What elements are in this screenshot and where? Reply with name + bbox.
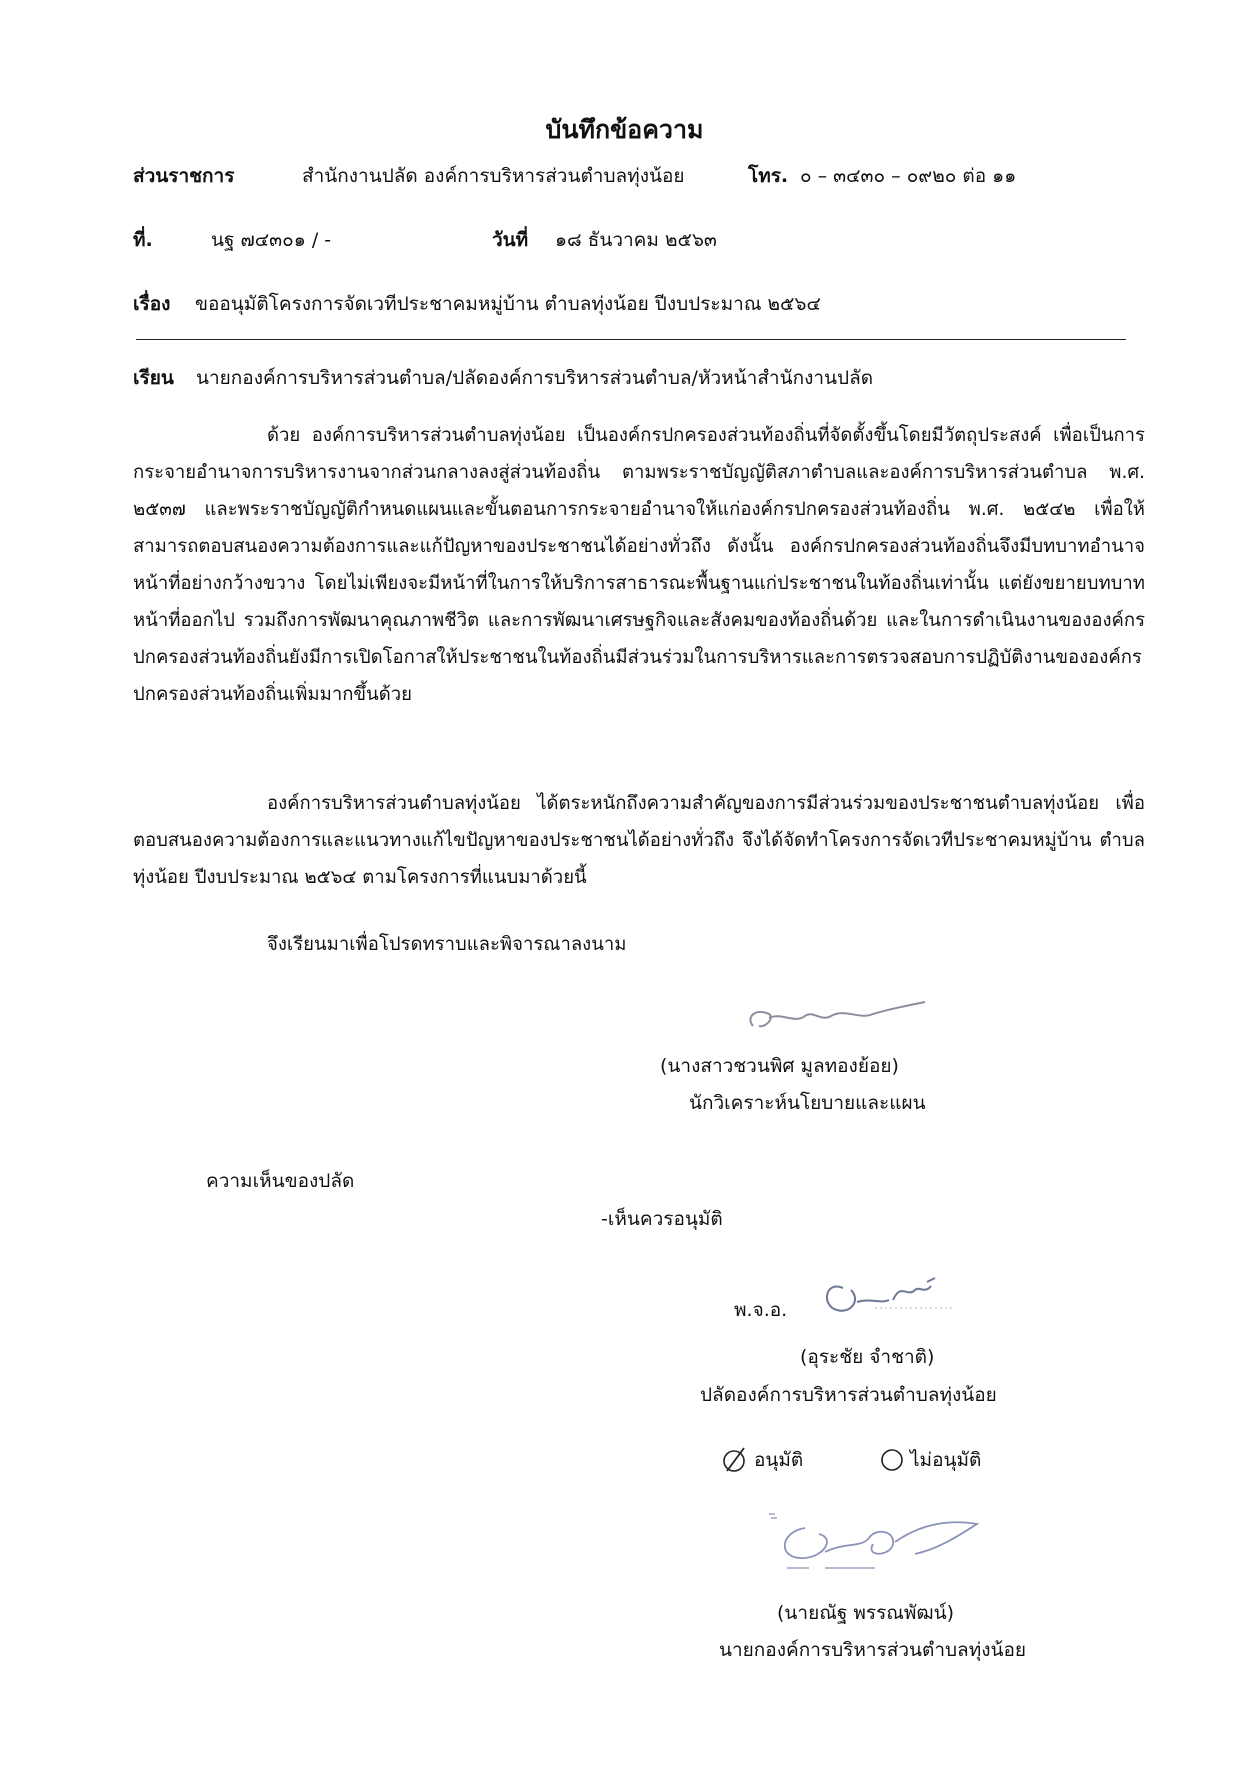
reject-option[interactable] xyxy=(880,1445,981,1478)
signature-1-icon xyxy=(735,998,935,1048)
signer-3-position: นายกองค์การบริหารส่วนตำบลทุ่งน้อย xyxy=(719,1639,1027,1661)
paragraph-1-text: ด้วย องค์การบริหารส่วนตำบลทุ่งน้อย เป็นองค์กรปกครองส่วนท้องถิ่นที่จัดตั้งขึ้นโดยมีวัตถุประสงค์ เพื่อเป็นการกระจายอำนาจการบริหารงานจากส่วนกลางลงสู่ส่วนท้องถิ่น ตามพระราชบัญญัติสภาตำบลและองค์การบริหารส่วนตำบล พ.ศ. ๒๕๓๗ และพระราชบัญญัติกำหนดแผนและขั้นตอนการกระจายอำนาจให้แก่องค์กรปกครองส่วนท้องถิ่น พ.ศ. ๒๕๔๒ เพื่อให้สามารถตอบสนองความต้องการและแก้ปัญหาของประชาชนได้อย่างทั่วถึง ดังนั้น องค์กรปกครองส่วนท้องถิ่นจึงมีบทบาทอำนาจหน้าที่อย่างกว้างขวาง โดยไม่เพียงจะมีหน้าที่ในการให้บริการสาธารณะพื้นฐานแก่ประชาชนในท้องถิ่นเท่านั้น แต่ยังขยายบทบาทหน้าที่ออกไป รวมถึงการพัฒนาคุณภาพชีวิต และการพัฒนาเศรษฐกิจและสังคมของท้องถิ่นด้วย และในการดำเนินงานขององค์กรปกครองส่วนท้องถิ่นยังมีการเปิดโอกาสให้ประชาชนในท้องถิ่นมีส่วนร่วมในการบริหารและการตรวจสอบการปฏิบัติงานขององค์กรปกครองส่วนท้องถิ่นเพิ่มมากขึ้นด้วย xyxy=(133,425,1145,705)
to-label: เรียน xyxy=(133,367,174,389)
closing-line: จึงเรียนมาเพื่อโปรดทราบและพิจารณาลงนาม xyxy=(267,934,627,955)
signer-2-position: ปลัดองค์การบริหารส่วนตำบลทุ่งน้อย xyxy=(700,1384,997,1406)
ref-value: นฐ ๗๔๓๐๑ / - xyxy=(211,229,332,251)
subject-value: ขออนุมัติโครงการจัดเวทีประชาคมหมู่บ้าน ตำบลทุ่งน้อย ปีงบประมาณ ๒๕๖๔ xyxy=(195,293,821,315)
phone-label: โทร. xyxy=(748,165,789,187)
phone-value: ๐ – ๓๔๓๐ – ๐๙๒๐ ต่อ ๑๑ xyxy=(800,165,1017,187)
date-label: วันที่ xyxy=(492,229,529,251)
body-paragraph-2 xyxy=(133,785,1145,896)
document-title: บันทึกข้อความ xyxy=(545,115,704,144)
empty-circle-icon xyxy=(880,1447,904,1473)
signature-3-icon xyxy=(765,1508,995,1578)
signature-2-icon xyxy=(815,1268,965,1323)
signer-1-position: นักวิเคราะห์นโยบายและแผน xyxy=(689,1092,926,1114)
reject-label: ไม่อนุมัติ xyxy=(910,1449,982,1471)
header-divider xyxy=(136,339,1126,340)
paragraph-2-text: องค์การบริหารส่วนตำบลทุ่งน้อย ได้ตระหนักถึงความสำคัญของการมีส่วนร่วมของประชาชนตำบลทุ่งน้อย เพื่อตอบสนองความต้องการและแนวทางแก้ไขปัญหาของประชาชนได้อย่างทั่วถึง จึงได้จัดทำโครงการจัดเวทีประชาคมหมู่บ้าน ตำบลทุ่งน้อย ปีงบประมาณ ๒๕๖๔ ตามโครงการที่แนบมาด้วยนี้ xyxy=(133,793,1145,888)
to-value: นายกองค์การบริหารส่วนตำบล/ปลัดองค์การบริหารส่วนตำบล/หัวหน้าสำนักงานปลัด xyxy=(196,367,874,389)
signer-1-name: (นางสาวชวนพิศ มูลทองย้อย) xyxy=(660,1055,899,1077)
opinion-label: ความเห็นของปลัด xyxy=(206,1170,355,1192)
approve-label: อนุมัติ xyxy=(754,1449,804,1471)
subject-label: เรื่อง xyxy=(133,293,171,315)
opinion-text: -เห็นควรอนุมัติ xyxy=(601,1208,723,1230)
agency-value: สำนักงานปลัด องค์การบริหารส่วนตำบลทุ่งน้อย xyxy=(302,165,685,187)
signer-3-name: (นายณัฐ พรรณพัฒน์) xyxy=(777,1602,955,1624)
date-value: ๑๘ ธันวาคม ๒๕๖๓ xyxy=(555,229,717,251)
body-paragraph-1 xyxy=(133,417,1145,713)
ref-label: ที่. xyxy=(133,229,153,251)
checked-circle-icon xyxy=(722,1446,748,1474)
signer-2-name: (อุระชัย จำชาติ) xyxy=(800,1346,935,1368)
approve-option[interactable] xyxy=(722,1445,803,1479)
agency-label: ส่วนราชการ xyxy=(133,165,235,187)
signer-2-prefix: พ.จ.อ. xyxy=(734,1299,788,1321)
